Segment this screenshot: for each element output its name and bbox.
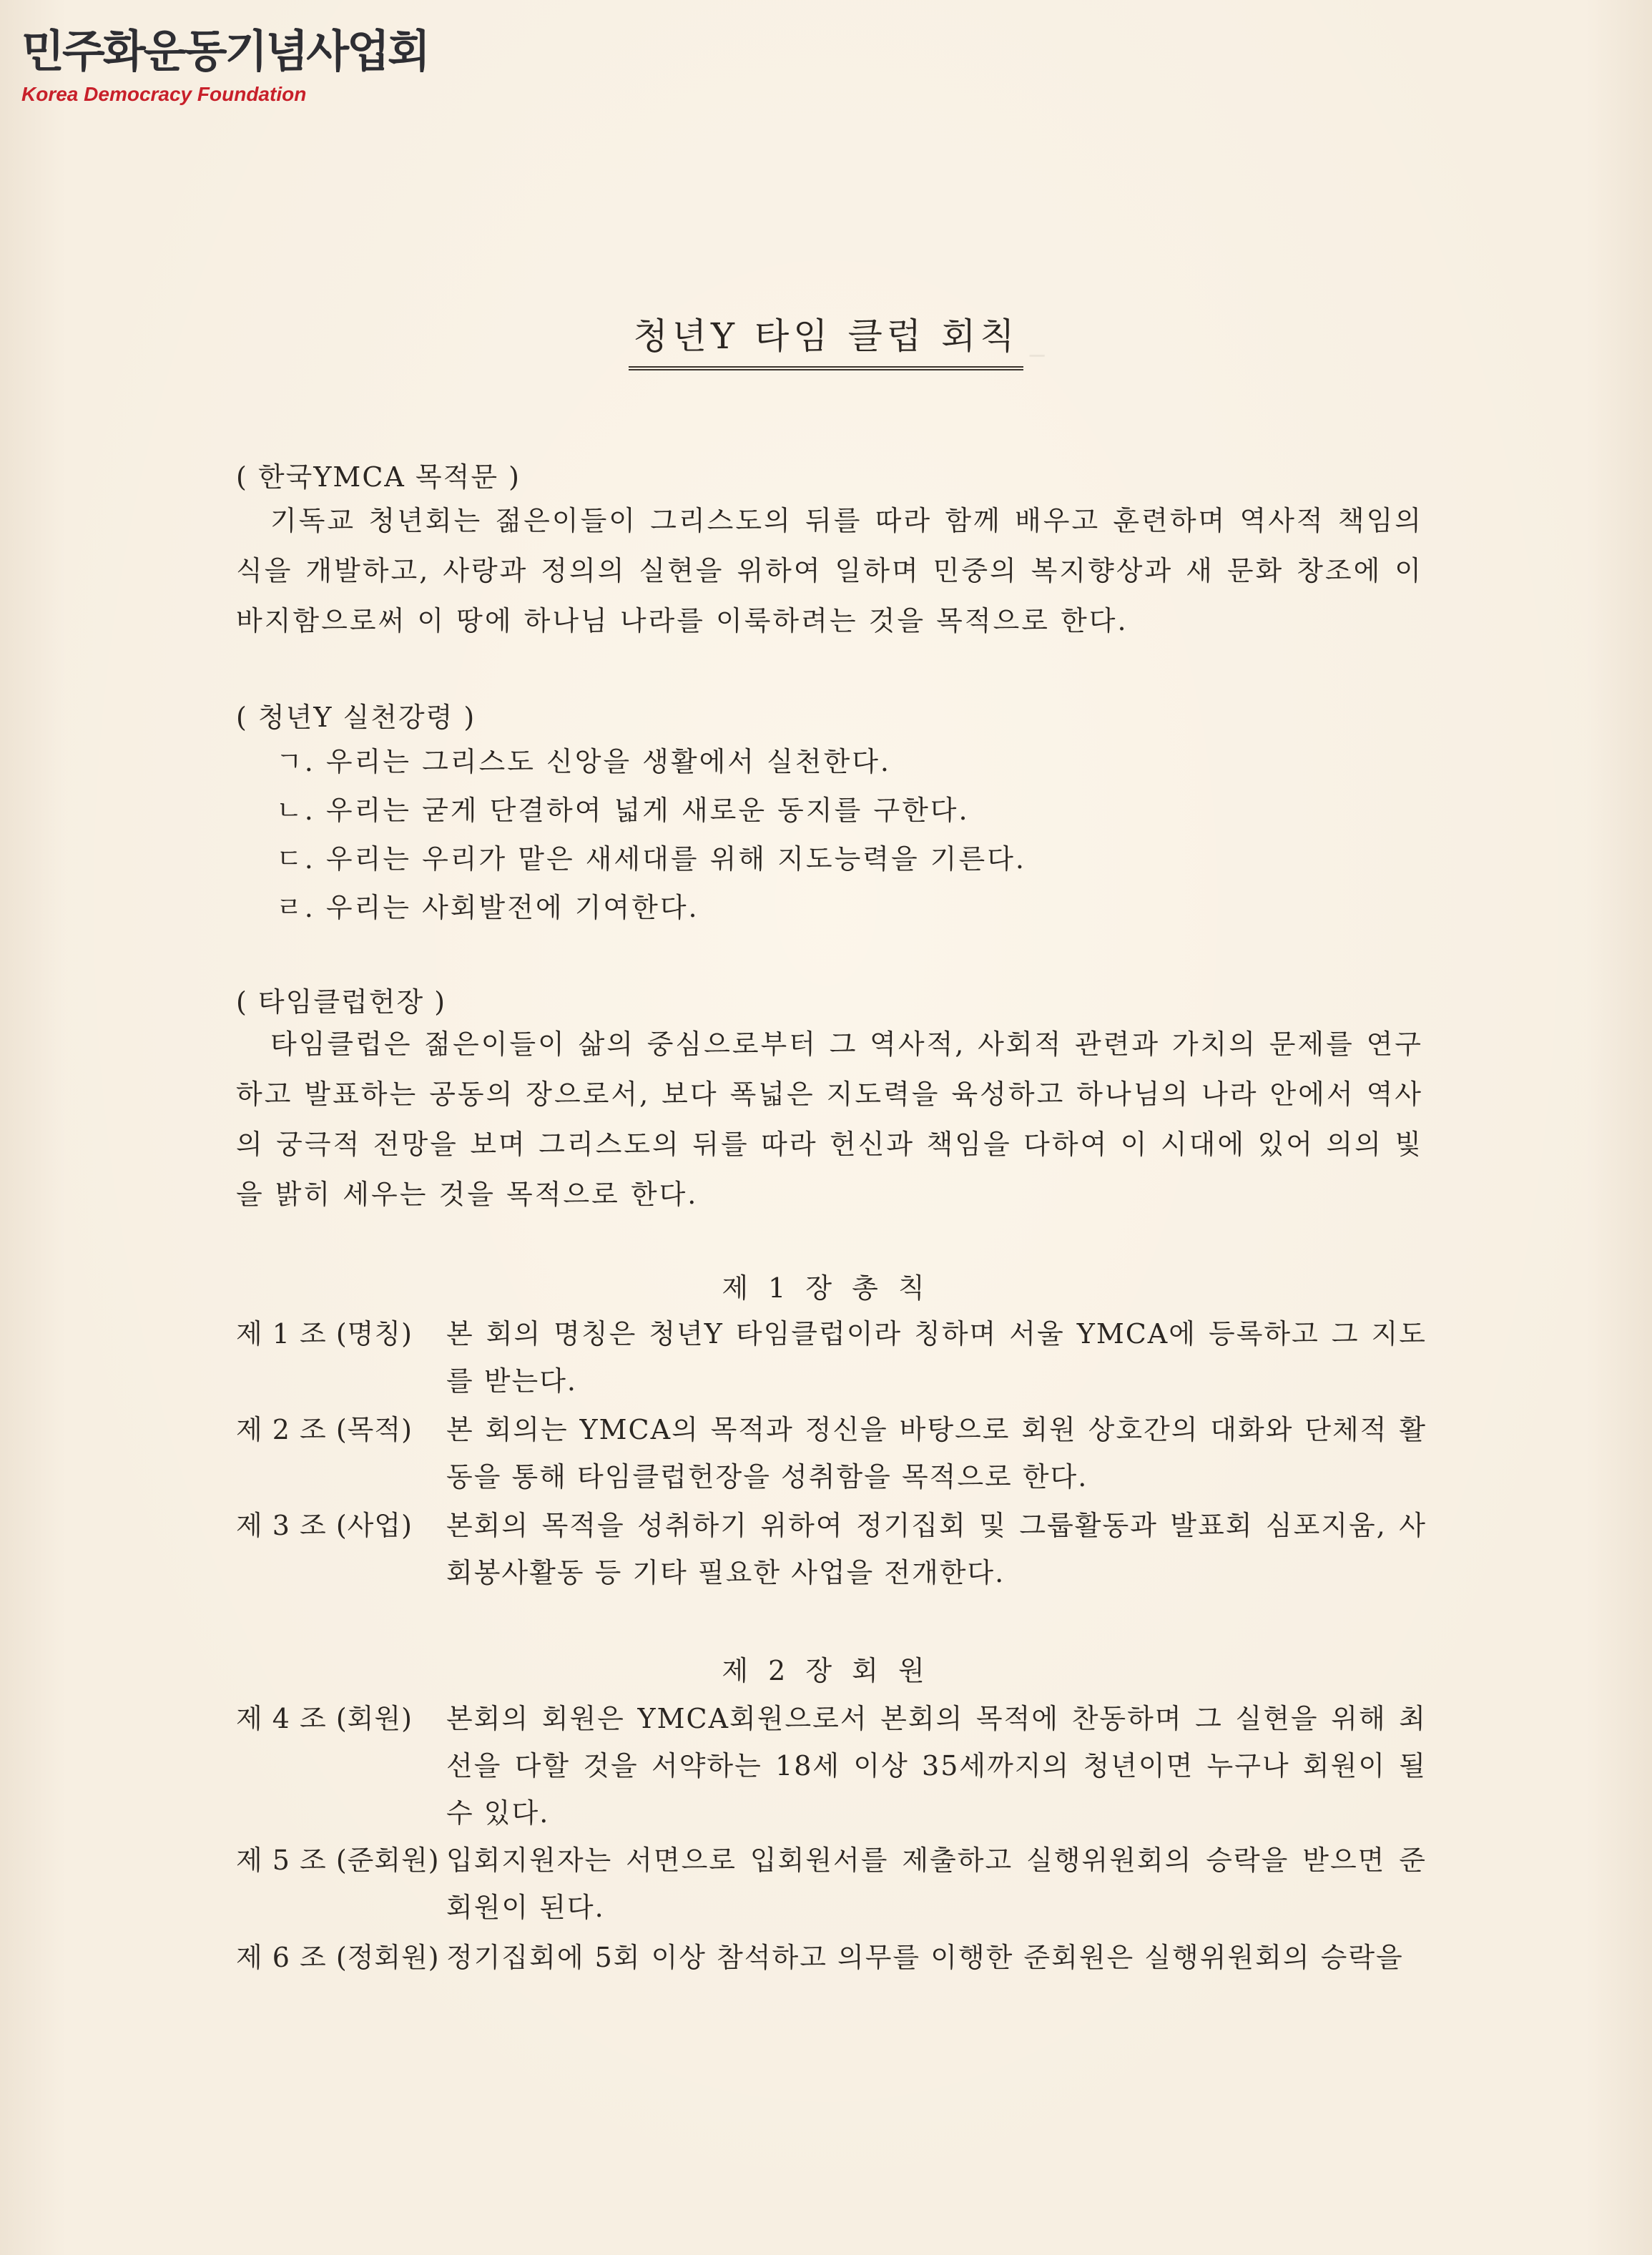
charter-heading: ( 타임클럽헌장 ) <box>236 986 447 1018</box>
logo-korean-text: 민주화운동기념사업회 <box>21 25 428 77</box>
article-label: 제 3 조 (사업) <box>236 1510 413 1541</box>
chapter-heading: 제 1 장 총 칙 <box>722 1272 930 1304</box>
purpose-paragraph: 기독교 청년회는 젊은이들이 그리스도의 뒤를 따라 함께 배우고 훈련하며 역사적 책임의식을 개발하고, 사랑과 정의의 실현을 위하여 일하며 민중의 복지향상과 새 문화 창조에 이바지함으로써 이 땅에 하나님 나라를 이룩하려는 것을 목적으로 한다. <box>236 505 1423 637</box>
article-text: 정기집회에 5회 이상 참석하고 의무를 이행한 준회원은 실행위원회의 승락을 <box>446 1942 1404 1973</box>
foundation-logo <box>21 26 428 107</box>
program-heading: ( 청년Y 실천강령 ) <box>236 702 476 733</box>
article-label: 제 1 조 (명칭) <box>236 1318 413 1350</box>
article <box>236 1502 1427 1596</box>
program-item: ㄱ. 우리는 그리스도 신앙을 생활에서 실천한다. <box>276 746 892 777</box>
article-label: 제 4 조 (회원) <box>236 1703 413 1734</box>
charter-paragraph: 타임클럽은 젊은이들이 삶의 중심으로부터 그 역사적, 사회적 관련과 가치의 문제를 연구하고 발표하는 공동의 장으로서, 보다 폭넓은 지도력을 육성하고 하나님의 나라 안에서 역사의 궁극적 전망을 보며 그리스도의 뒤를 따라 헌신과 책임을 다하여 이 시대에 있어 의의 빛을 밝히 세우는 것을 목적으로 한다. <box>236 1028 1423 1210</box>
article-text: 본 회의 명칭은 청년Y 타임클럽이라 칭하며 서울 YMCA에 등록하고 그 지도를 받는다. <box>446 1318 1427 1397</box>
program-item: ㄹ. 우리는 사회발전에 기여한다. <box>276 892 699 923</box>
document-title <box>0 308 1652 370</box>
program-item: ㄴ. 우리는 굳게 단결하여 넓게 새로운 동지를 구한다. <box>276 795 970 826</box>
chapter-heading: 제 2 장 회 원 <box>722 1655 930 1686</box>
article <box>236 1837 1427 1931</box>
bleed-through: ─ <box>1030 342 1047 370</box>
article-text: 본 회의는 YMCA의 목적과 정신을 바탕으로 회원 상호간의 대화와 단체적 활동을 통해 타임클럽헌장을 성취함을 목적으로 한다. <box>446 1414 1427 1493</box>
article <box>236 1406 1427 1500</box>
purpose-heading: ( 한국YMCA 목적문 ) <box>236 461 521 493</box>
article-label: 제 2 조 (목적) <box>236 1414 413 1445</box>
logo-english-text: Korea Democracy Foundation <box>21 83 307 105</box>
article <box>236 1934 1427 1981</box>
article-text: 본회의 목적을 성취하기 위하여 정기집회 및 그룹활동과 발표회 심포지움, 사회봉사활동 등 기타 필요한 사업을 전개한다. <box>446 1510 1427 1588</box>
article-label: 제 5 조 (준회원) <box>236 1844 440 1876</box>
document-title-text: 청년Y 타임 클럽 회칙 <box>629 308 1023 370</box>
program-item: ㄷ. 우리는 우리가 맡은 새세대를 위해 지도능력을 기른다. <box>276 843 1026 875</box>
article <box>236 1695 1427 1837</box>
article-text: 본회의 회원은 YMCA회원으로서 본회의 목적에 찬동하며 그 실현을 위해 최선을 다할 것을 서약하는 18세 이상 35세까지의 청년이면 누구나 회원이 될 수 있다. <box>446 1703 1427 1829</box>
article-label: 제 6 조 (정회원) <box>236 1942 440 1973</box>
article <box>236 1310 1427 1405</box>
article-text: 입회지원자는 서면으로 입회원서를 제출하고 실행위원회의 승락을 받으면 준회원이 된다. <box>446 1844 1427 1923</box>
